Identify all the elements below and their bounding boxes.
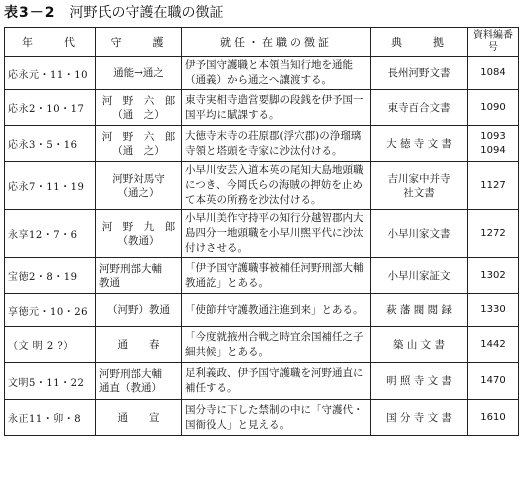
ref-cell bbox=[468, 210, 519, 258]
source-cell bbox=[371, 210, 468, 258]
holder-line: 河 野 九 郎 bbox=[101, 220, 176, 233]
holder-line: 通 宣 bbox=[117, 411, 160, 424]
ref-cell bbox=[468, 294, 519, 327]
evidence-text: 国分寺に下した禁制の中に「守護代・国衙役人」と見える。 bbox=[185, 403, 364, 431]
table-row bbox=[5, 210, 519, 258]
evidence-cell bbox=[182, 258, 371, 294]
table-title: 河野氏の守護在職の徴証 bbox=[69, 5, 224, 21]
table-body bbox=[5, 57, 519, 436]
evidence-cell bbox=[182, 126, 371, 162]
date-cell: 永享12・7・6 bbox=[5, 210, 96, 258]
ref-cell bbox=[468, 57, 519, 90]
source-line: 長州河野文書 bbox=[387, 67, 451, 79]
table-row bbox=[5, 90, 519, 126]
guardian-table bbox=[4, 27, 519, 436]
ref-number: 1093 bbox=[480, 130, 506, 142]
evidence-cell bbox=[182, 363, 371, 400]
source-cell bbox=[371, 327, 468, 363]
source-line: 小早川家証文 bbox=[387, 269, 451, 282]
source-line: 明 照 寺 文 書 bbox=[386, 375, 452, 387]
ref-cell bbox=[468, 400, 519, 436]
date-cell: 享徳元・10・26 bbox=[5, 294, 96, 327]
table-row bbox=[5, 258, 519, 294]
holder-cell bbox=[96, 327, 182, 363]
holder-line: （通 之） bbox=[112, 144, 165, 157]
ref-number: 1272 bbox=[480, 227, 506, 239]
date-cell: 応永3・5・16 bbox=[5, 126, 96, 162]
table-row bbox=[5, 57, 519, 90]
holder-line: 通直（教通） bbox=[99, 382, 162, 394]
holder-line: 河 野 六 郎 bbox=[101, 130, 176, 143]
ref-number: 1094 bbox=[480, 144, 506, 156]
holder-cell bbox=[96, 400, 182, 436]
table-row bbox=[5, 327, 519, 363]
evidence-cell bbox=[182, 327, 371, 363]
evidence-text: 東寺実相寺造営要脚の段銭を伊予国一国平均に賦課する。 bbox=[185, 93, 364, 121]
source-cell bbox=[371, 400, 468, 436]
holder-cell bbox=[96, 126, 182, 162]
ref-cell bbox=[468, 162, 519, 210]
table-row bbox=[5, 363, 519, 400]
ref-number: 1084 bbox=[480, 67, 506, 78]
ref-number: 1302 bbox=[480, 269, 506, 281]
evidence-text: 大徳寺末寺の荘原郡(浮穴郡)の浄瑠璃寺領と塔頭を寺家に沙汰付ける。 bbox=[185, 129, 362, 157]
source-cell bbox=[371, 126, 468, 162]
ref-number: 1470 bbox=[480, 375, 506, 386]
evidence-cell bbox=[182, 57, 371, 90]
table-row bbox=[5, 400, 519, 436]
ref-number: 1090 bbox=[480, 101, 506, 113]
source-line: 国 分 寺 文 書 bbox=[386, 411, 452, 424]
ref-number: 1127 bbox=[480, 179, 506, 191]
evidence-cell bbox=[182, 210, 371, 258]
date-cell: （文 明 2 ?） bbox=[5, 327, 96, 363]
date-cell: 永正11・卯・8 bbox=[5, 400, 96, 436]
holder-line: 河 野 六 郎 bbox=[101, 94, 176, 107]
table-row bbox=[5, 294, 519, 327]
evidence-text: 小早川安芸入道本英の尾知大島地頭職につき、今岡氏らの海賊の押妨を止めて本英の所務を沙汰付ける。 bbox=[185, 164, 364, 206]
table-row bbox=[5, 126, 519, 162]
ref-cell bbox=[468, 327, 519, 363]
holder-line: 河野対馬守 bbox=[112, 172, 165, 185]
date-cell: 応永7・11・19 bbox=[5, 162, 96, 210]
holder-cell bbox=[96, 210, 182, 258]
evidence-text: 「伊予国守護職事被補任河野刑部大輔教通訖」とある。 bbox=[185, 261, 364, 289]
date-cell: 応永2・10・17 bbox=[5, 90, 96, 126]
holder-line: 通能→通之 bbox=[113, 67, 164, 79]
ref-number: 1442 bbox=[480, 338, 506, 350]
source-cell bbox=[371, 90, 468, 126]
source-cell bbox=[371, 162, 468, 210]
evidence-cell bbox=[182, 400, 371, 436]
date-cell: 宝徳2・8・19 bbox=[5, 258, 96, 294]
date-cell: 応永元・11・10 bbox=[5, 57, 96, 90]
holder-line: 通 春 bbox=[117, 338, 160, 351]
source-line: 小早川家文書 bbox=[387, 227, 451, 240]
ref-number: 1330 bbox=[480, 304, 506, 315]
evidence-cell bbox=[182, 162, 371, 210]
source-cell bbox=[371, 363, 468, 400]
holder-line: （教通） bbox=[117, 234, 160, 247]
evidence-text: 「今度就掖州合戦之時宜余国補任之子細共候」とある。 bbox=[185, 330, 364, 358]
source-cell bbox=[371, 57, 468, 90]
header-source: 典 拠 bbox=[371, 28, 468, 57]
source-cell bbox=[371, 258, 468, 294]
holder-cell bbox=[96, 294, 182, 327]
ref-cell bbox=[468, 258, 519, 294]
table-number: 表3－2 bbox=[4, 5, 56, 21]
header-date: 年 代 bbox=[5, 28, 96, 57]
table-caption bbox=[4, 2, 223, 24]
holder-cell bbox=[96, 162, 182, 210]
holder-line: 河野刑部大輔 bbox=[99, 368, 162, 380]
holder-cell bbox=[96, 258, 182, 294]
date-cell: 文明5・11・22 bbox=[5, 363, 96, 400]
source-cell bbox=[371, 294, 468, 327]
holder-line: （通 之） bbox=[112, 108, 165, 121]
ref-number: 1610 bbox=[480, 411, 506, 423]
holder-line: 教通 bbox=[99, 276, 120, 289]
table-row bbox=[5, 162, 519, 210]
holder-cell bbox=[96, 90, 182, 126]
header-ref: 資料編番号 bbox=[468, 28, 519, 57]
source-line: 大 徳 寺 文 書 bbox=[386, 137, 452, 150]
source-line: 萩 藩 閥 閲 録 bbox=[386, 304, 452, 316]
ref-cell bbox=[468, 90, 519, 126]
evidence-text: 小早川美作守持平の知行分越智郡内大島四分一地頭職を小早川煕平代に沙汰付けさせる。 bbox=[185, 212, 364, 254]
source-line: 築 山 文 書 bbox=[392, 338, 445, 351]
holder-line: 河野刑部大輔 bbox=[99, 262, 162, 275]
source-line: 社文書 bbox=[403, 186, 435, 199]
header-row bbox=[5, 28, 519, 57]
holder-cell bbox=[96, 57, 182, 90]
source-line: 吉川家中并寺 bbox=[387, 172, 451, 185]
header-evidence: 就任・在職の徴証 bbox=[182, 28, 371, 57]
source-line: 東寺百合文書 bbox=[387, 101, 451, 114]
evidence-text: 足利義政、伊予国守護職を河野通直に補任する。 bbox=[185, 367, 364, 394]
ref-cell bbox=[468, 363, 519, 400]
evidence-text: 「使節幷守護教通注進到来」とある。 bbox=[185, 303, 364, 316]
ref-cell bbox=[468, 126, 519, 162]
evidence-text: 伊予国守護職と本領当知行地を通能（通義）から通之へ讓渡する。 bbox=[185, 59, 353, 86]
evidence-cell bbox=[182, 90, 371, 126]
holder-line: （河野）教通 bbox=[107, 304, 170, 316]
holder-line: （通之） bbox=[117, 186, 160, 199]
evidence-cell bbox=[182, 294, 371, 327]
holder-cell bbox=[96, 363, 182, 400]
header-holder: 守 護 bbox=[96, 28, 182, 57]
